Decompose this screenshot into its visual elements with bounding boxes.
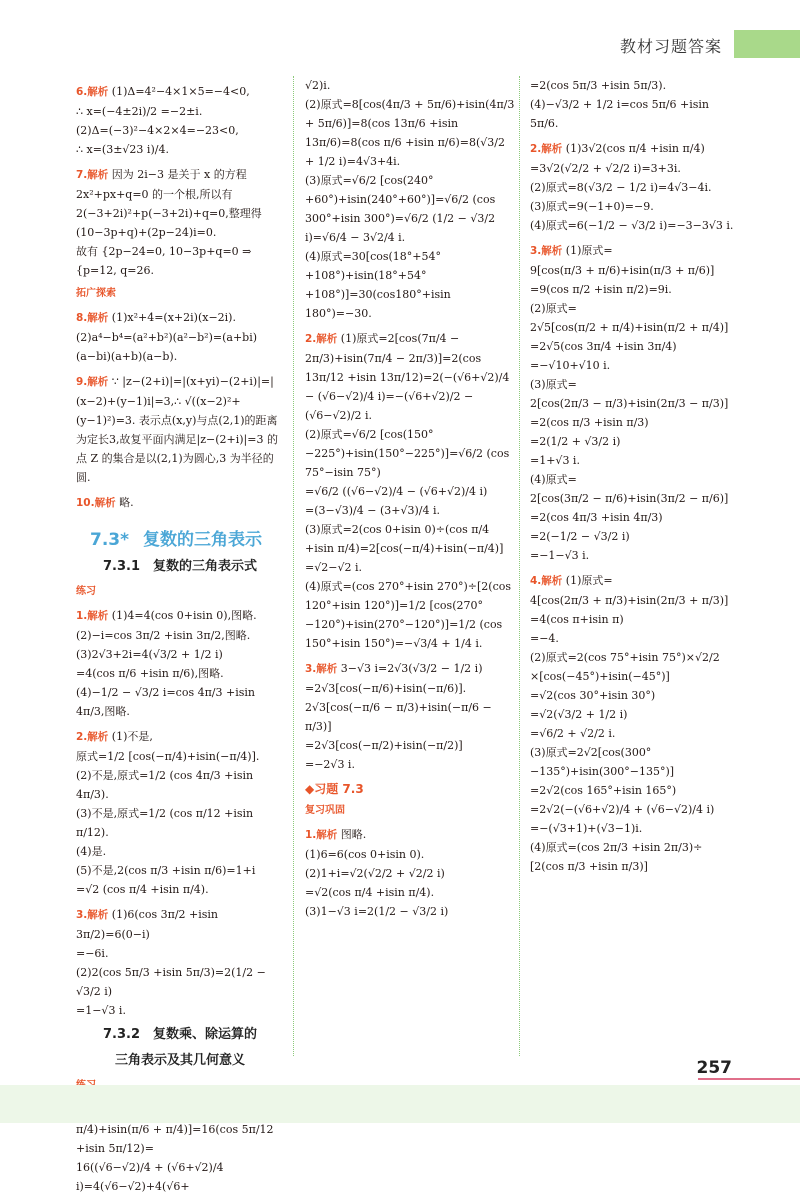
answer-line (530, 216, 740, 235)
answer-text: =9(cos π/2 +isin π/2)=9i. (530, 283, 672, 296)
answers-block (76, 308, 284, 513)
section-number: 7.3* (90, 530, 130, 550)
answer-line (76, 242, 284, 280)
answer-text: (1)不是, (111, 730, 153, 743)
answer-key-label: 8.解析 (76, 312, 109, 324)
answer-key-label: 4.解析 (530, 575, 563, 587)
answer-line (305, 755, 515, 774)
answer-line (76, 493, 284, 513)
answer-text: (2)原式=8[cos(4π/3 + 5π/6)+isin(4π/3 + 5π/6)]=8(cos 13π/6 +isin 13π/6)=8(cos π/6 +isin π/6)=8(√3/2 + 1/2 i)=4√3+4i. (305, 98, 515, 168)
answer-text: =2√3[cos(−π/2)+isin(−π/2)] (305, 739, 463, 752)
answer-text: =2(1/2 + √3/2 i) (530, 435, 621, 448)
answer-line (530, 470, 740, 489)
answer-text: =2√2(cos 165°+isin 165°) (530, 784, 677, 797)
answer-line (530, 546, 740, 565)
answer-line (305, 825, 515, 845)
answer-line (76, 944, 284, 963)
answer-line (305, 76, 515, 95)
answer-line (530, 197, 740, 216)
answer-text: =1−√3 i. (76, 1004, 126, 1017)
answer-text: 因为 2i−3 是关于 x 的方程 2x²+px+q=0 的一个根,所以有2(−3+2i)²+p(−3+2i)+q=0,整理得(10−3p+q)+(2p−24)i=0. (76, 168, 262, 239)
header-accent-bar (734, 30, 800, 58)
answer-line (530, 139, 740, 159)
answer-line (530, 800, 740, 819)
answer-key-label: 7.解析 (76, 169, 109, 181)
answer-line (76, 645, 284, 664)
answers-block (305, 76, 515, 774)
answer-text: =√2 (cos π/4 +isin π/4). (76, 883, 209, 896)
answer-line (305, 577, 515, 653)
answer-line (76, 121, 284, 140)
answer-line (305, 883, 515, 902)
answer-line (530, 432, 740, 451)
answer-line (76, 606, 284, 626)
answer-line (305, 736, 515, 755)
answer-line (305, 864, 515, 883)
answer-text: (4)原式=(cos 2π/3 +isin 2π/3)÷ (530, 841, 703, 854)
answer-key-label: 3.解析 (530, 245, 563, 257)
answer-line (76, 328, 284, 366)
answer-text: [2(cos π/3 +isin π/3)] (530, 860, 648, 873)
answer-text: (3)1−√3 i=2(1/2 − √3/2 i) (305, 905, 449, 918)
answer-line (530, 686, 740, 705)
answer-text: (1)x²+4=(x+2i)(x−2i). (111, 311, 236, 324)
answer-text: =−√10+√10 i. (530, 359, 611, 372)
answer-line (530, 261, 740, 280)
answer-line (305, 698, 515, 736)
answer-text: =1+√3 i. (530, 454, 580, 467)
answer-text: (1)原式= (565, 574, 613, 587)
section-heading (90, 525, 284, 550)
answer-line (530, 299, 740, 318)
answer-text: =−4. (530, 632, 559, 645)
answer-line (305, 247, 515, 323)
answer-text: =(3−√3)/4 − (3+√3)/4 i. (305, 504, 440, 517)
answer-line (305, 501, 515, 520)
answer-line (76, 664, 284, 683)
answer-text: (1)6=6(cos 0+isin 0). (305, 848, 425, 861)
answer-line (530, 451, 740, 470)
page-number-underline (698, 1078, 800, 1080)
answer-text: 3−√3 i=2√3(√3/2 − 1/2 i) (340, 662, 483, 675)
answer-text: √2)i. (305, 79, 331, 92)
answer-line (76, 905, 284, 944)
answer-text: 2[cos(2π/3 − π/3)+isin(2π/3 − π/3)] (530, 397, 729, 410)
page-number: 257 (696, 1058, 732, 1078)
answer-text: 9[cos(π/3 + π/6)+isin(π/3 + π/6)] (530, 264, 715, 277)
answer-line (76, 747, 284, 766)
answer-key-label: 1.解析 (305, 829, 338, 841)
subsection-heading: 三角表示及其几何意义 (114, 1053, 245, 1068)
answer-text: (2)−i=cos 3π/2 +isin 3π/2,图略. (76, 629, 251, 642)
answer-text: 2√3[cos(−π/6 − π/3)+isin(−π/6 − π/3)] (305, 701, 492, 733)
answers-block (76, 82, 284, 280)
answer-line (305, 482, 515, 501)
answer-line (305, 679, 515, 698)
header-title: 教材习题答案 (619, 37, 722, 56)
answer-text: (3)原式=9(−1+0)=−9. (530, 200, 654, 213)
answer-text: =4(cos π/6 +isin π/6),图略. (76, 667, 224, 680)
answer-line (530, 95, 740, 133)
answer-line (530, 610, 740, 629)
column-divider-2 (519, 76, 520, 1056)
answer-line (305, 95, 515, 171)
answer-line (530, 527, 740, 546)
answer-text: (2)原式=√6/2 [cos(150°−225°)+isin(150°−225°)]=√6/2 (cos 75°−isin 75°) (305, 428, 510, 479)
answer-line (76, 727, 284, 747)
answer-text: (1)4=4(cos 0+isin 0),图略. (111, 609, 257, 622)
answer-line (530, 413, 740, 432)
answer-line (76, 963, 284, 1001)
answer-line (530, 781, 740, 800)
answer-text: (2)不是,原式=1/2 (cos 4π/3 +isin 4π/3). (76, 769, 254, 801)
answer-key-label: 1.解析 (76, 610, 109, 622)
answers-block (305, 825, 515, 921)
answer-text: =√6/2 + √2/2 i. (530, 727, 616, 740)
answer-line (530, 159, 740, 178)
answer-text: (2)原式=2(cos 75°+isin 75°)×√2/2 ×[cos(−45°)+isin(−45°)] (530, 651, 720, 683)
answer-line (530, 629, 740, 648)
answer-text: (3)原式=√6/2 [cos(240°+60°)+isin(240°+60°)]=√6/2 (cos 300°+isin 300°)=√6/2 (1/2 − √3/2 i)=√6/4 − 3√2/4 i. (305, 174, 496, 244)
column-1 (76, 76, 284, 1196)
answer-text: ∵ |z−(2+i)|=|(x+yi)−(2+i)|=|(x−2)+(y−1)i|=3,∴ √((x−2)²+(y−1)²)=3. 表示点(x,y)与点(2,1)的距离为定长3,故复平面内满足|z−(2+i)|=3 的点 Z 的集合是以(2,1)为圆心,3 为半径的圆. (76, 375, 278, 484)
answer-line (530, 705, 740, 724)
answer-text: (2)原式= (530, 302, 577, 315)
answer-text: ∴ x=(3±√23 i)/4. (76, 143, 169, 156)
answer-line (76, 1158, 284, 1196)
answer-line (530, 394, 740, 413)
answer-text: =2√5(cos 3π/4 +isin 3π/4) (530, 340, 677, 353)
answer-line (530, 648, 740, 686)
answer-text: (3)原式= (530, 378, 577, 391)
answer-key-label: 2.解析 (76, 731, 109, 743)
answer-line (305, 902, 515, 921)
answer-text: =−6i. (76, 947, 109, 960)
answer-text: (1)3√2(cos π/4 +isin π/4) (565, 142, 705, 155)
answer-line (530, 356, 740, 375)
answer-text: (4)原式=(cos 270°+isin 270°)÷[2(cos 120°+isin 120°)]=1/2 [cos(270°−120°)+isin(270°−120°)]=1/2 (cos 150°+isin 150°)=−√3/4 + 1/4 i. (305, 580, 512, 650)
subsection-label: 拓广探索 (76, 288, 116, 299)
answer-text: (1)原式= (565, 244, 613, 257)
answer-line (76, 82, 284, 102)
answer-key-label: 10.解析 (76, 497, 116, 509)
answer-line (530, 178, 740, 197)
answer-text: =√6/2 ((√6−√2)/4 − (√6+√2)/4 i) (305, 485, 488, 498)
answer-line (76, 683, 284, 721)
answer-line (530, 280, 740, 299)
answer-text: =2(−1/2 − √3/2 i) (530, 530, 630, 543)
answer-text: (2)Δ=(−3)²−4×2×4=−23<0, (76, 124, 239, 137)
section-title: 复数的三角表示 (143, 530, 263, 550)
answers-block (530, 76, 740, 876)
answer-text: (3)2√3+2i=4(√3/2 + 1/2 i) (76, 648, 223, 661)
answer-text: (4)是. (76, 845, 107, 858)
answer-text: =2(cos 5π/3 +isin 5π/3). (530, 79, 667, 92)
answer-line (76, 165, 284, 242)
answer-text: (4)原式=30[cos(18°+54°+108°)+isin(18°+54°+108°)]=30(cos180°+isin 180°)=−30. (305, 250, 451, 320)
answer-line (305, 329, 515, 425)
answer-line (530, 508, 740, 527)
answer-line (76, 102, 284, 121)
answer-text: =−1−√3 i. (530, 549, 590, 562)
answer-text: (2)a⁴−b⁴=(a²+b²)(a²−b²)=(a+bi)(a−bi)(a+b)(a−b). (76, 331, 258, 363)
answer-line (530, 743, 740, 781)
answer-text: =2√2(−(√6+√2)/4 + (√6−√2)/4 i) (530, 803, 715, 816)
answer-line (530, 591, 740, 610)
answer-text: 原式=1/2 [cos(−π/4)+isin(−π/4)]. (76, 750, 260, 763)
answer-text: (3)原式=2(cos 0+isin 0)÷(cos π/4 +isin π/4)=2[cos(−π/4)+isin(−π/4)] (305, 523, 504, 555)
answer-text: (2)原式=8(√3/2 − 1/2 i)=4√3−4i. (530, 181, 712, 194)
answer-line (305, 845, 515, 864)
answer-line (530, 76, 740, 95)
answer-line (305, 558, 515, 577)
answer-text: (4)原式= (530, 473, 577, 486)
subsection-heading: 7.3.1 复数的三角表示式 (102, 559, 257, 574)
answer-key-label: 9.解析 (76, 376, 109, 388)
column-2 (305, 76, 515, 921)
answer-text: 略. (119, 496, 134, 509)
answer-line (530, 724, 740, 743)
answer-line (530, 819, 740, 838)
column-divider-1 (293, 76, 294, 1056)
answer-text: 16((√6−√2)/4 + (√6+√2)/4 i)=4(√6−√2)+4(√6+ (76, 1161, 224, 1193)
answer-key-label: 6.解析 (76, 86, 109, 98)
exercise-heading: ◆习题 7.3 (305, 782, 364, 796)
footer-band (0, 1085, 800, 1123)
answer-text: 4[cos(2π/3 + π/3)+isin(2π/3 + π/3)] (530, 594, 729, 607)
answer-line (530, 375, 740, 394)
answer-text: =4(cos π+isin π) (530, 613, 624, 626)
answer-text: =√2−√2 i. (305, 561, 362, 574)
answer-line (305, 425, 515, 482)
answer-text: (4)−1/2 − √3/2 i=cos 4π/3 +isin 4π/3,图略. (76, 686, 255, 718)
answer-line (530, 318, 740, 337)
answer-text: ∴ x=(−4±2i)/2 =−2±i. (76, 105, 203, 118)
column-3 (530, 76, 740, 876)
answer-text: =2(cos π/3 +isin π/3) (530, 416, 649, 429)
answer-line (530, 489, 740, 508)
answer-line (76, 308, 284, 328)
answer-line (305, 171, 515, 247)
answer-text: =3√2(√2/2 + √2/2 i)=3+3i. (530, 162, 681, 175)
answer-line (76, 626, 284, 645)
answer-text: 2[cos(3π/2 − π/6)+isin(3π/2 − π/6)] (530, 492, 729, 505)
answer-text: (5)不是,2(cos π/3 +isin π/6)=1+i (76, 864, 256, 877)
answer-text: (1)原式=2[cos(7π/4 − 2π/3)+isin(7π/4 − 2π/3)]=2(cos 13π/12 +isin 13π/12)=2(−(√6+√2)/4 − (√6−√2)/4 i)=−(√6+√2)/2 − (√6−√2)/2 i. (305, 332, 510, 422)
subsection-label: 练习 (76, 586, 96, 597)
answer-key-label: 3.解析 (76, 909, 109, 921)
answer-key-label: 2.解析 (305, 333, 338, 345)
answer-line (76, 842, 284, 861)
answer-text: =√2(cos 30°+isin 30°) (530, 689, 656, 702)
answer-text: (1)Δ=4²−4×1×5=−4<0, (111, 85, 250, 98)
answer-text: (1)6(cos 3π/2 +isin 3π/2)=6(0−i) (76, 908, 219, 941)
answer-line (305, 520, 515, 558)
answer-text: (4)−√3/2 + 1/2 i=cos 5π/6 +isin 5π/6. (530, 98, 709, 130)
answer-line (76, 766, 284, 804)
answer-line (76, 372, 284, 487)
answer-line (305, 659, 515, 679)
answer-text: =−2√3 i. (305, 758, 355, 771)
answer-line (76, 804, 284, 842)
answer-text: π/4)+isin(π/6 + π/4)]=16(cos 5π/12 +isin 5π/12)= (76, 1123, 274, 1155)
subsection-label: 复习巩固 (305, 805, 345, 816)
answer-key-label: 3.解析 (305, 663, 338, 675)
answer-line (530, 571, 740, 591)
answer-line (530, 337, 740, 356)
subsection-heading: 7.3.2 复数乘、除运算的 (102, 1027, 257, 1042)
answer-text: =2(cos 4π/3 +isin 4π/3) (530, 511, 663, 524)
answer-text: =−(√3+1)+(√3−1)i. (530, 822, 643, 835)
answer-line (76, 1001, 284, 1020)
answer-line (530, 838, 740, 857)
answer-line (530, 241, 740, 261)
page-header (0, 28, 800, 60)
answer-text: 2√5[cos(π/2 + π/4)+isin(π/2 + π/4)] (530, 321, 729, 334)
answer-text: (2)2(cos 5π/3 +isin 5π/3)=2(1/2 − √3/2 i) (76, 966, 266, 998)
answer-key-label: 2.解析 (530, 143, 563, 155)
answer-text: 故有 {2p−24=0, 10−3p+q=0 ⇒ {p=12, q=26. (76, 245, 252, 277)
answers-block (76, 606, 284, 1020)
answer-line (76, 861, 284, 880)
answer-text: =2√3[cos(−π/6)+isin(−π/6)]. (305, 682, 467, 695)
answer-text: (3)原式=2√2[cos(300°−135°)+isin(300°−135°)] (530, 746, 675, 778)
answer-text: (4)原式=6(−1/2 − √3/2 i)=−3−3√3 i. (530, 219, 734, 232)
answer-text: (2)1+i=√2(√2/2 + √2/2 i) (305, 867, 445, 880)
answer-text: 图略. (340, 828, 367, 841)
answer-line (530, 857, 740, 876)
answer-text: =√2(√3/2 + 1/2 i) (530, 708, 628, 721)
answer-text: =√2(cos π/4 +isin π/4). (305, 886, 435, 899)
answer-line (76, 880, 284, 899)
answer-text: (3)不是,原式=1/2 (cos π/12 +isin π/12). (76, 807, 254, 839)
answer-line (76, 140, 284, 159)
